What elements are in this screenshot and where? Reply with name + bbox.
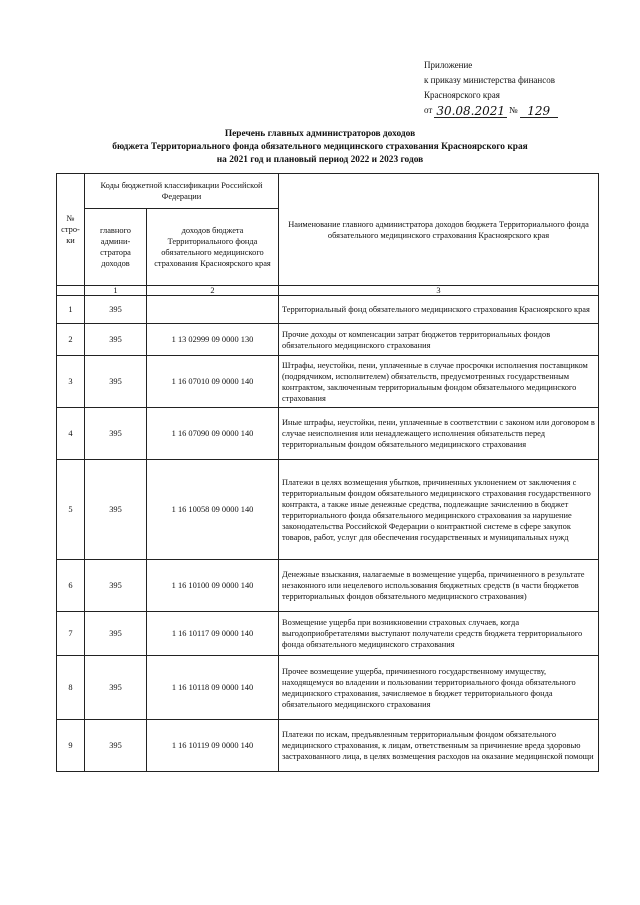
income-code: 1 16 07090 09 0000 140 [147, 408, 279, 460]
admin-code: 395 [85, 356, 147, 408]
handwritten-number: 129 [520, 106, 558, 118]
header-col-blank [57, 286, 85, 296]
admin-code: 395 [85, 720, 147, 772]
appendix-line-2: к приказу министерства финансов [424, 75, 555, 85]
admin-code: 395 [85, 408, 147, 460]
row-number: 2 [57, 324, 85, 356]
income-name: Иные штрафы, неустойки, пени, уплаченные в соответствии с законом или договором в случае неисполнения или ненадлежащего исполнения обязательств перед территориальным фондом обязательного медицинского страхования [279, 408, 599, 460]
table-row [57, 356, 599, 408]
income-code: 1 16 10058 09 0000 140 [147, 460, 279, 560]
income-name: Территориальный фонд обязательного медицинского страхования Красноярского края [279, 296, 599, 324]
row-number: 5 [57, 460, 85, 560]
row-number: 3 [57, 356, 85, 408]
income-code: 1 16 10118 09 0000 140 [147, 656, 279, 720]
income-name: Платежи в целях возмещения убытков, причиненных уклонением от заключения с территориальным фондом обязательного медицинского страхования государственного контракта, а также иные денежные средства, подлежащие зачислению в бюджет территориального фонда обязательного медицинского страхования за нарушение законодательства Российской Федерации о контрактной системе в сфере закупок товаров, работ, услуг для обеспечения государственных и муниципальных нужд [279, 460, 599, 560]
table-row [57, 720, 599, 772]
income-name: Возмещение ущерба при возникновении страховых случаев, когда выгодоприобретателями выступают получатели средств бюджета территориального фонда обязательного медицинского страхования [279, 612, 599, 656]
header-col-1: 1 [85, 286, 147, 296]
title-line-3: на 2021 год и плановый период 2022 и 2023 годов [216, 155, 424, 165]
header-col-3: 3 [279, 286, 599, 296]
title-line-2: бюджета Территориального фонда обязательного медицинского страхования Красноярского края [112, 142, 528, 152]
income-code: 1 16 10119 09 0000 140 [147, 720, 279, 772]
admin-code: 395 [85, 324, 147, 356]
income-name: Прочее возмещение ущерба, причиненного государственному имуществу, находящемуся во владении и пользовании территориального фонда обязательного медицинского страхования, зачисляемое в бюджет территориального фонда обязательного медицинского страхования [279, 656, 599, 720]
admin-code: 395 [85, 656, 147, 720]
header-administrator-name: Наименование главного администратора доходов бюджета Территориального фонда обязательного медицинского страхования Красноярского края [279, 174, 599, 286]
income-code: 1 16 10100 09 0000 140 [147, 560, 279, 612]
row-number: 8 [57, 656, 85, 720]
admin-code: 395 [85, 612, 147, 656]
admin-code: 395 [85, 296, 147, 324]
table-row [57, 460, 599, 560]
row-number: 1 [57, 296, 85, 324]
row-number: 7 [57, 612, 85, 656]
table-row [57, 324, 599, 356]
income-code [147, 296, 279, 324]
document-title [40, 128, 600, 167]
number-prefix: № [509, 105, 518, 115]
table-row [57, 560, 599, 612]
header-col-2: 2 [147, 286, 279, 296]
row-number: 9 [57, 720, 85, 772]
date-prefix: от [424, 105, 433, 115]
admin-code: 395 [85, 460, 147, 560]
header-main-administrator: главного админи-стратора доходов [85, 209, 147, 286]
title-line-1: Перечень главных администраторов доходов [224, 129, 416, 139]
table-row [57, 296, 599, 324]
table-row [57, 612, 599, 656]
handwritten-date: 30.08.2021 [436, 104, 506, 118]
income-name: Прочие доходы от компенсации затрат бюджетов территориальных фондов обязательного медицинского страхования [279, 324, 599, 356]
admin-code: 395 [85, 560, 147, 612]
income-name: Денежные взыскания, налагаемые в возмещение ущерба, причиненного в результате незаконного или нецелевого использования бюджетных средств (в части бюджетов территориальных фондов обязательного медицинского страхования) [279, 560, 599, 612]
appendix-line-3: Красноярского края [424, 90, 500, 100]
header-budget-income: доходов бюджета Территориального фонда обязательного медицинского страхования Красноярского края [147, 209, 279, 286]
header-row-number: № стро-ки [57, 174, 85, 286]
order-date-number [424, 103, 560, 118]
header-budget-codes: Коды бюджетной классификации Российской Федерации [85, 174, 279, 209]
income-name: Платежи по искам, предъявленным территориальным фондом обязательного медицинского страхования, к лицам, ответственным за причинение вреда здоровью застрахованного лица, в целях возмещения расходов на оказание медицинской помощи [279, 720, 599, 772]
table-row [57, 656, 599, 720]
revenue-administrators-table [56, 173, 599, 772]
appendix-block [424, 58, 560, 118]
row-number: 4 [57, 408, 85, 460]
appendix-line-1: Приложение [424, 60, 473, 70]
income-code: 1 13 02999 09 0000 130 [147, 324, 279, 356]
income-code: 1 16 07010 09 0000 140 [147, 356, 279, 408]
income-name: Штрафы, неустойки, пени, уплаченные в случае просрочки исполнения поставщиком (подрядчиком, исполнителем) обязательств, предусмотренных государственным контрактом, заключенным территориальным фондом обязательного медицинского страхования [279, 356, 599, 408]
income-code: 1 16 10117 09 0000 140 [147, 612, 279, 656]
row-number: 6 [57, 560, 85, 612]
table-row [57, 408, 599, 460]
